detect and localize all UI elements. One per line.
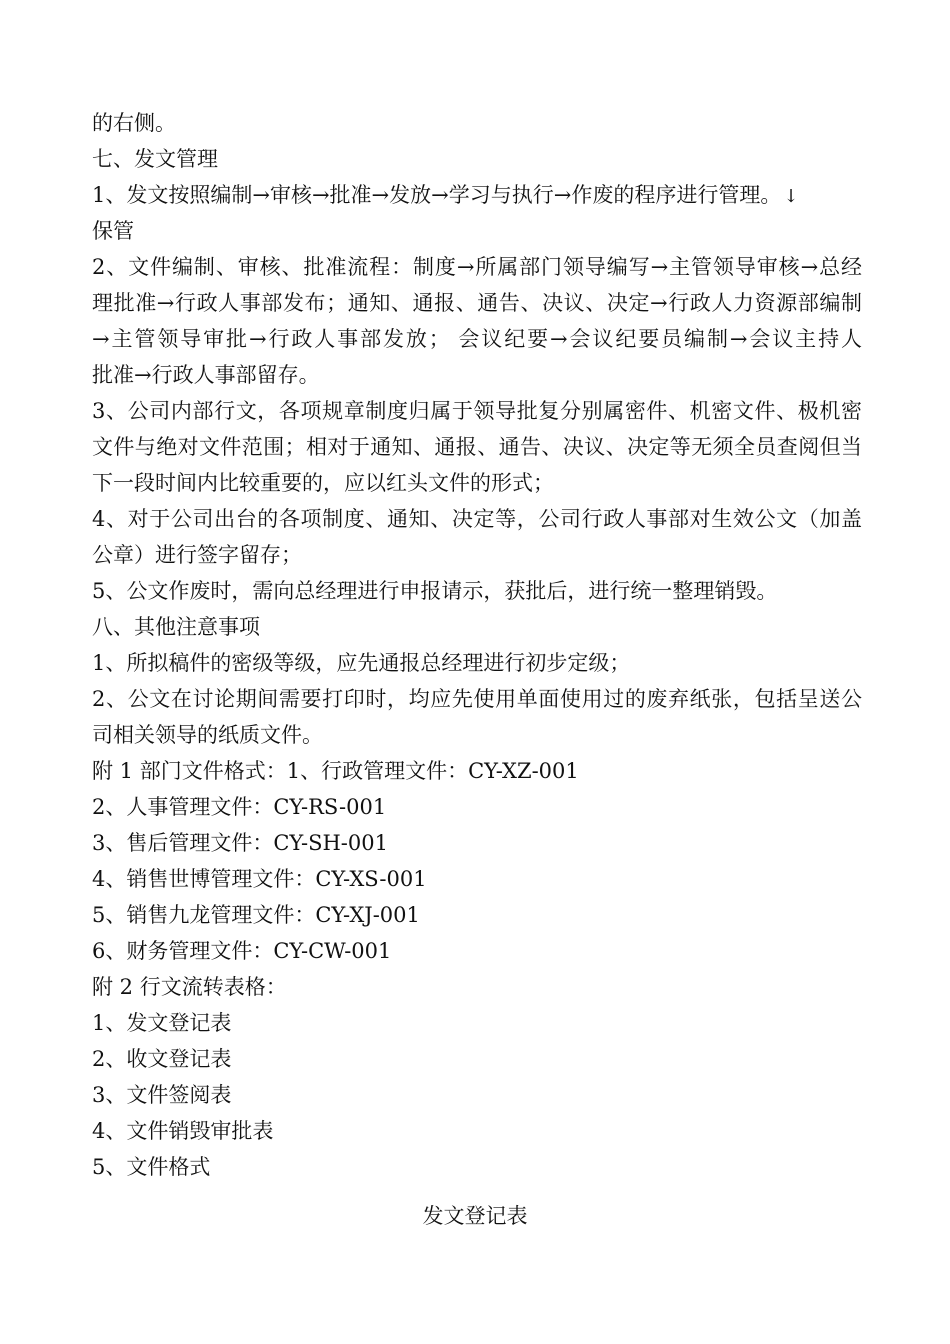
text-line: 2、人事管理文件：CY-RS-001 bbox=[92, 795, 387, 819]
document-body bbox=[92, 105, 862, 1185]
text-line: 4、对于公司出台的各项制度、通知、决定等，公司行政人事部对生效公文（加盖 bbox=[92, 507, 862, 531]
paragraph-mark-icon: ↓ bbox=[783, 186, 799, 207]
text-line: 5、文件格式 bbox=[92, 1155, 211, 1179]
text-line: 保管 bbox=[92, 219, 134, 243]
section-heading: 八、其他注意事项 bbox=[92, 615, 260, 639]
text-line: 4、销售世博管理文件：CY-XS-001 bbox=[92, 867, 427, 891]
text-line: 附 2 行文流转表格： bbox=[92, 975, 287, 999]
text-line-content: 1、发文按照编制→审核→批准→发放→学习与执行→作废的程序进行管理。 bbox=[92, 183, 782, 207]
section-heading: 七、发文管理 bbox=[92, 147, 218, 171]
text-line: 司相关领导的纸质文件。 bbox=[92, 723, 323, 747]
text-line: 3、售后管理文件：CY-SH-001 bbox=[92, 831, 388, 855]
text-line: 理批准→行政人事部发布；通知、通报、通告、决议、决定→行政人力资源部编制 bbox=[92, 291, 862, 315]
text-line: 2、收文登记表 bbox=[92, 1047, 232, 1071]
text-line: 5、销售九龙管理文件：CY-XJ-001 bbox=[92, 903, 420, 927]
text-line: 4、文件销毁审批表 bbox=[92, 1119, 274, 1143]
text-line bbox=[92, 177, 862, 213]
table-title: 发文登记表 bbox=[422, 1204, 528, 1228]
text-line: 5、公文作废时，需向总经理进行申报请示，获批后，进行统一整理销毁。 bbox=[92, 579, 778, 603]
text-line: →主管领导审批→行政人事部发放； 会议纪要→会议纪要员编制→会议主持人 bbox=[92, 327, 862, 351]
text-line: 的右侧。 bbox=[92, 111, 176, 135]
text-line: 6、财务管理文件：CY-CW-001 bbox=[92, 939, 392, 963]
text-line: 3、文件签阅表 bbox=[92, 1083, 232, 1107]
text-line: 附 1 部门文件格式：1、行政管理文件：CY-XZ-001 bbox=[92, 759, 579, 783]
text-line: 文件与绝对文件范围；相对于通知、通报、通告、决议、决定等无须全员查阅但当 bbox=[92, 435, 862, 459]
text-line: 1、所拟稿件的密级等级，应先通报总经理进行初步定级； bbox=[92, 651, 631, 675]
text-line: 公章）进行签字留存； bbox=[92, 543, 302, 567]
text-line: 2、公文在讨论期间需要打印时，均应先使用单面使用过的废弃纸张，包括呈送公 bbox=[92, 687, 862, 711]
text-line: 下一段时间内比较重要的，应以红头文件的形式； bbox=[92, 471, 554, 495]
text-line: 3、公司内部行文，各项规章制度归属于领导批复分别属密件、机密文件、极机密 bbox=[92, 399, 862, 423]
text-line: 1、发文登记表 bbox=[92, 1011, 232, 1035]
text-line: 批准→行政人事部留存。 bbox=[92, 363, 320, 387]
text-line: 2、文件编制、审核、批准流程：制度→所属部门领导编写→主管领导审核→总经 bbox=[92, 255, 862, 279]
